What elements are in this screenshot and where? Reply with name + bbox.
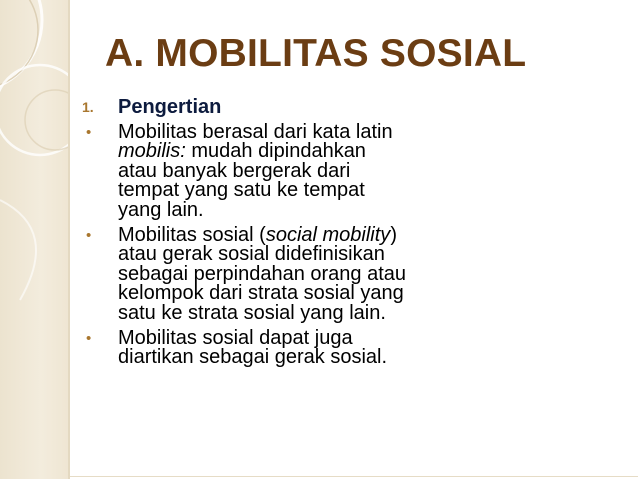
bullet-text xyxy=(118,121,393,221)
numbered-heading xyxy=(80,98,410,118)
bullet-text xyxy=(118,327,387,369)
bullet-text-part: Mobilitas sosial ( xyxy=(118,223,266,246)
bullet-italic-term: mobilis: xyxy=(118,140,186,163)
bullet-text-part: Mobilitas sosial dapat juga diartikan sebagai gerak sosial. xyxy=(118,326,388,369)
bullet-item xyxy=(80,120,410,221)
bullet-item xyxy=(80,326,410,369)
bullet-item xyxy=(80,223,410,324)
slide-title: A. MOBILITAS SOSIAL xyxy=(105,32,527,75)
bullet-italic-term: social mobility xyxy=(265,223,391,246)
bullet-marker: • xyxy=(86,226,92,244)
bullet-text-part: ) atau gerak sosial didefinisikan sebagai perpindahan orang atau kelompok dari strata sosial yang satu ke strata sosial yang lain. xyxy=(118,223,407,324)
number-marker: 1. xyxy=(82,99,94,115)
bullet-marker: • xyxy=(86,123,92,141)
decorative-arcs xyxy=(0,0,68,479)
slide-content xyxy=(80,98,410,373)
side-band-edge xyxy=(68,0,70,479)
bullet-text-part: mudah dipindahkan atau banyak bergerak dari tempat yang satu ke tempat yang lain. xyxy=(118,140,366,221)
heading-text: Pengertian xyxy=(118,96,222,118)
bullet-text xyxy=(118,224,406,324)
bullet-text-part: Mobilitas berasal dari kata latin xyxy=(118,120,393,143)
bullet-marker: • xyxy=(86,329,92,347)
decorative-side-band xyxy=(0,0,68,479)
bottom-divider xyxy=(70,476,638,477)
